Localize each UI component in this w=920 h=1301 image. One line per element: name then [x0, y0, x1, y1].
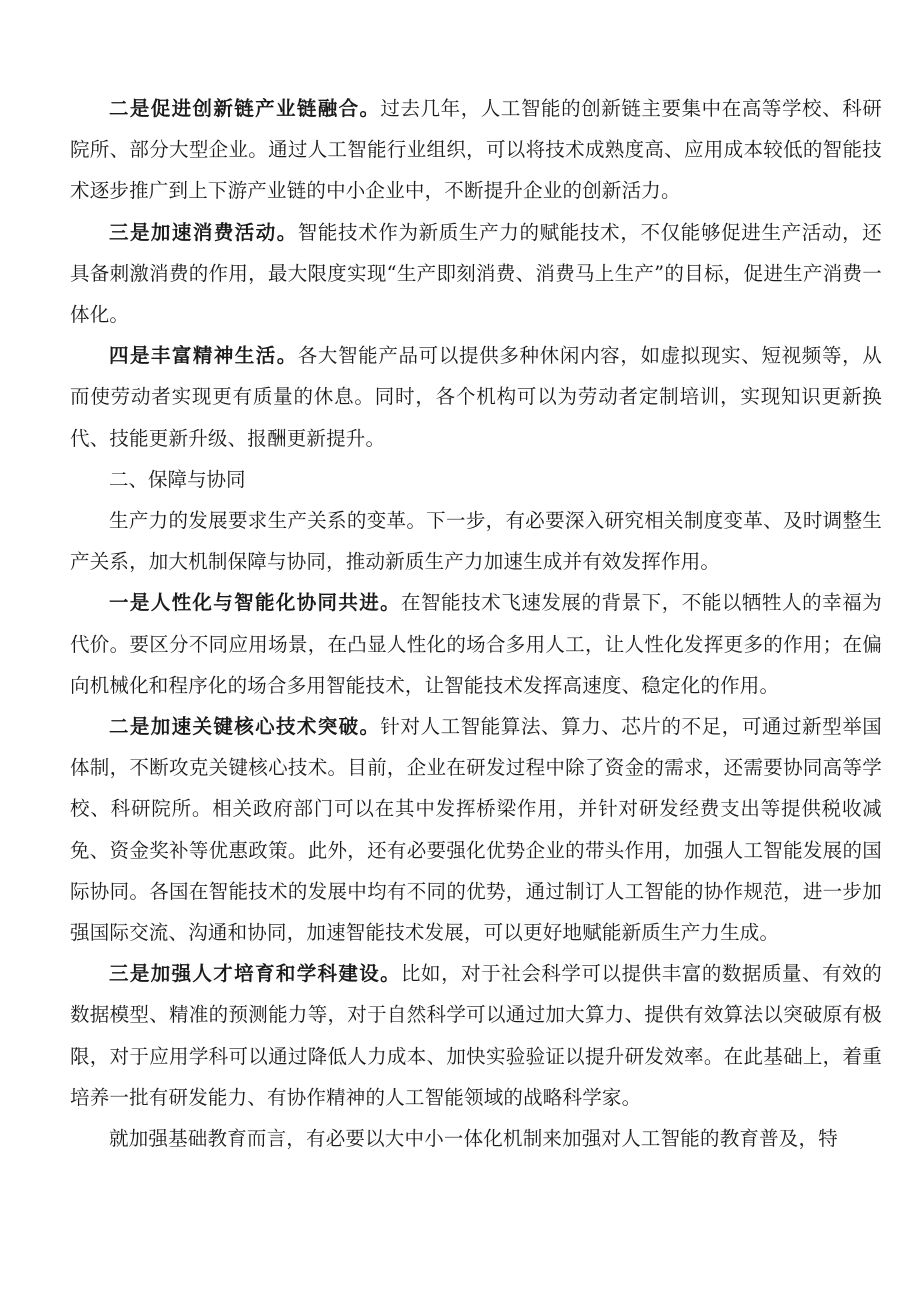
section-intro: 生产力的发展要求生产关系的变革。下一步，有必要深入研究相关制度变革、及时调整生产关系，加大机制保障与协同，推动新质生产力加速生成并有效发挥作用。: [70, 509, 882, 574]
document-page: [70, 88, 882, 1159]
paragraph-talent: [70, 953, 882, 1118]
section-heading: 二、保障与协同: [109, 467, 246, 491]
paragraph-lead: 二是加速关键核心技术突破。: [109, 715, 381, 739]
paragraph-lead: 一是人性化与智能化协同共进。: [109, 591, 401, 615]
paragraph-core-technology: [70, 706, 882, 953]
paragraph-text: 针对人工智能算法、算力、芯片的不足，可通过新型举国体制，不断攻克关键核心技术。目前，企业在研发过程中除了资金的需求，还需要协同高等学校、科研院所。相关政府部门可以在其中发挥桥梁作用，并针对研发经费支出等提供税收减免、资金奖补等优惠政策。此外，还有必要强化优势企业的带头作用，加强人工智能发展的国际协同。各国在智能技术的发展中均有不同的优势，通过制订人工智能的协作规范，进一步加强国际交流、沟通和协同，加速智能技术发展，可以更好地赋能新质生产力生成。: [70, 715, 882, 945]
paragraph-innovation-chain: [70, 88, 882, 212]
paragraph-text: 各大智能产品可以提供多种休闲内容，如虚拟现实、短视频等，从而使劳动者实现更有质量的休息。同时，各个机构可以为劳动者定制培训，实现知识更新换代、技能更新升级、报酬更新提升。: [70, 344, 882, 450]
paragraph-text: 比如，对于社会科学可以提供丰富的数据质量、有效的数据模型、精准的预测能力等，对于自然科学可以通过加大算力、提供有效算法以突破原有极限，对于应用学科可以通过降低人力成本、加快实验验证以提升研发效率。在此基础上，着重培养一批有研发能力、有协作精神的人工智能领域的战略科学家。: [70, 962, 882, 1109]
paragraph-lead: 二是促进创新链产业链融合。: [109, 97, 381, 120]
paragraph-spiritual-life: [70, 335, 882, 459]
paragraph-text: 在智能技术飞速发展的背景下，不能以牺牲人的幸福为代价。要区分不同应用场景，在凸显人性化的场合多用人工，让人性化发挥更多的作用；在偏向机械化和程序化的场合多用智能技术，让智能技术发挥高速度、稳定化的作用。: [70, 591, 882, 697]
paragraph-closing: 就加强基础教育而言，有必要以大中小一体化机制来加强对人工智能的教育普及，特: [109, 1127, 838, 1151]
paragraph-consumption: [70, 212, 882, 336]
paragraph-text: 过去几年，人工智能的创新链主要集中在高等学校、科研院所、部分大型企业。通过人工智能行业组织，可以将技术成熟度高、应用成本较低的智能技术逐步推广到上下游产业链的中小企业中，不断提升企业的创新活力。: [70, 97, 882, 203]
paragraph-lead: 三是加速消费活动。: [109, 220, 298, 244]
paragraph-lead: 四是丰富精神生活。: [109, 344, 298, 368]
paragraph-text: 智能技术作为新质生产力的赋能技术，不仅能够促进生产活动，还具备刺激消费的作用，最大限度实现“生产即刻消费、消费马上生产”的目标，促进生产消费一体化。: [70, 220, 882, 327]
paragraph-humanization: [70, 582, 882, 706]
paragraph-lead: 三是加强人才培育和学科建设。: [109, 962, 401, 986]
